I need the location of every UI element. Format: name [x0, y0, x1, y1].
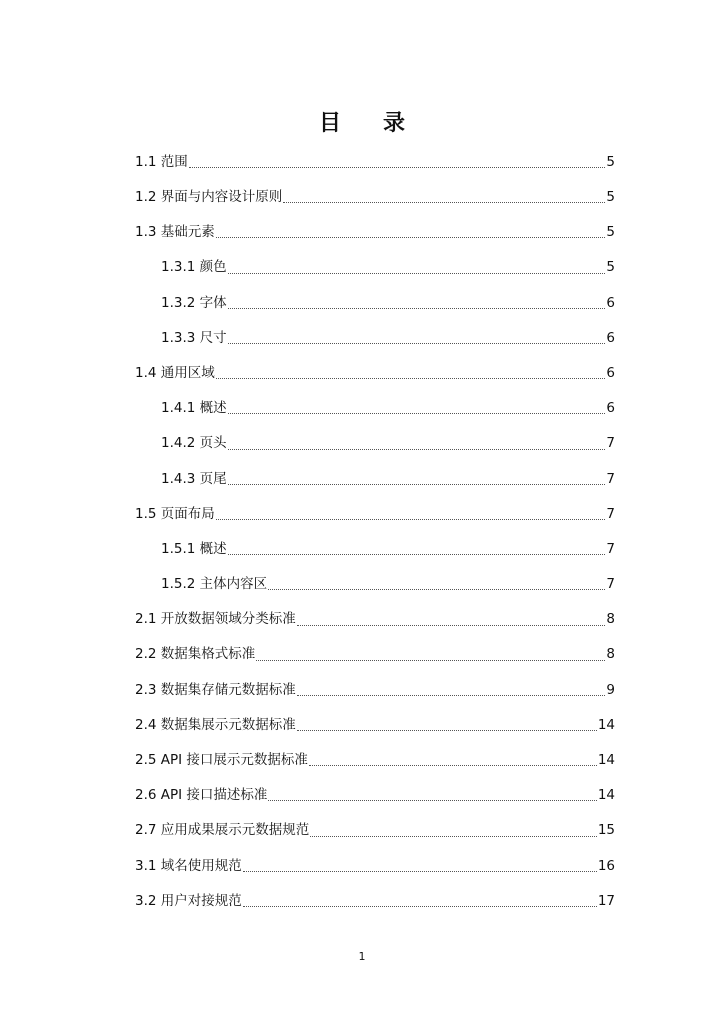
toc-entry-page-number: 14	[597, 716, 615, 733]
toc-entry-page-number: 7	[606, 540, 615, 557]
toc-dot-leader	[228, 484, 606, 485]
toc-entry-page-number: 6	[606, 294, 615, 311]
toc-entry-page-number: 9	[606, 681, 615, 698]
toc-entry-page-number: 5	[606, 153, 615, 170]
toc-entry-label: 1.5.2 主体内容区	[161, 576, 268, 593]
toc-dot-leader	[228, 273, 606, 274]
toc-entry-page-number: 7	[606, 576, 615, 593]
toc-entry-label: 2.5 API 接口展示元数据标准	[135, 752, 308, 769]
toc-dot-leader	[189, 167, 606, 168]
toc-entry-label: 2.4 数据集展示元数据标准	[135, 716, 296, 733]
toc-dot-leader	[228, 554, 606, 555]
toc-entry-page-number: 15	[597, 822, 615, 839]
toc-entry-page-number: 7	[606, 470, 615, 487]
toc-dot-leader	[297, 625, 606, 626]
toc-entry-page-number: 7	[606, 435, 615, 452]
toc-entry-label: 1.3.3 尺寸	[161, 329, 227, 346]
toc-entry-label: 1.4 通用区域	[135, 364, 215, 381]
toc-entry-label: 1.1 范围	[135, 153, 188, 170]
toc-entry[interactable]	[135, 532, 615, 567]
toc-entry-label: 1.3 基础元素	[135, 224, 215, 241]
toc-title-char-1: 目	[318, 111, 341, 136]
toc-entry-page-number: 6	[606, 329, 615, 346]
toc-dot-leader	[297, 730, 597, 731]
toc-entry[interactable]	[135, 849, 615, 884]
toc-entry-page-number: 5	[606, 224, 615, 241]
toc-entry-page-number: 5	[606, 259, 615, 276]
toc-entry-label: 3.1 域名使用规范	[135, 857, 242, 874]
page-number: 1	[358, 950, 366, 963]
toc-entry-page-number: 5	[606, 189, 615, 206]
toc-dot-leader	[268, 589, 605, 590]
toc-dot-leader	[297, 695, 606, 696]
toc-entry-page-number: 6	[606, 364, 615, 381]
toc-entry-label: 1.3.1 颜色	[161, 259, 227, 276]
toc-dot-leader	[309, 765, 597, 766]
toc-entry[interactable]	[135, 673, 615, 708]
toc-entry[interactable]	[135, 215, 615, 250]
toc-title	[0, 106, 724, 137]
toc-entry-page-number: 14	[597, 752, 615, 769]
toc-entry-label: 1.3.2 字体	[161, 294, 227, 311]
toc-entry-label: 1.2 界面与内容设计原则	[135, 189, 283, 206]
toc-dot-leader	[243, 871, 597, 872]
toc-dot-leader	[268, 800, 596, 801]
toc-entry-page-number: 8	[606, 611, 615, 628]
toc-entry[interactable]	[135, 145, 615, 180]
toc-dot-leader	[228, 308, 606, 309]
toc-entry-page-number: 7	[606, 505, 615, 522]
toc-dot-leader	[243, 906, 597, 907]
toc-entry-label: 1.4.1 概述	[161, 400, 227, 417]
toc-entry[interactable]	[135, 884, 615, 919]
toc-entry-label: 1.5.1 概述	[161, 540, 227, 557]
toc-entry-label: 1.4.2 页头	[161, 435, 227, 452]
toc-entry-page-number: 16	[597, 857, 615, 874]
toc-dot-leader	[228, 449, 606, 450]
toc-entry-label: 3.2 用户对接规范	[135, 892, 242, 909]
toc-entry[interactable]	[135, 567, 615, 602]
toc-entry-label: 1.5 页面布局	[135, 505, 215, 522]
toc-entry[interactable]	[135, 814, 615, 849]
toc-entry[interactable]	[135, 286, 615, 321]
toc-entry[interactable]	[135, 602, 615, 637]
toc-entry-page-number: 6	[606, 400, 615, 417]
toc-entry[interactable]	[135, 356, 615, 391]
toc-title-char-2: 录	[383, 111, 406, 136]
toc-entry-label: 2.2 数据集格式标准	[135, 646, 256, 663]
toc-dot-leader	[283, 202, 605, 203]
toc-entry[interactable]	[135, 321, 615, 356]
toc-entry-page-number: 17	[597, 892, 615, 909]
toc-entry[interactable]	[135, 708, 615, 743]
toc-entry[interactable]	[135, 743, 615, 778]
toc-entry-label: 1.4.3 页尾	[161, 470, 227, 487]
toc-dot-leader	[228, 413, 606, 414]
toc-dot-leader	[216, 519, 606, 520]
toc-entry[interactable]	[135, 462, 615, 497]
toc-dot-leader	[228, 343, 606, 344]
table-of-contents	[135, 145, 615, 919]
toc-entry-page-number: 8	[606, 646, 615, 663]
toc-dot-leader	[310, 836, 597, 837]
toc-entry[interactable]	[135, 638, 615, 673]
toc-entry-label: 2.7 应用成果展示元数据规范	[135, 822, 310, 839]
toc-entry[interactable]	[135, 251, 615, 286]
toc-entry-label: 2.6 API 接口描述标准	[135, 787, 268, 804]
toc-dot-leader	[216, 378, 606, 379]
toc-dot-leader	[216, 237, 606, 238]
toc-entry[interactable]	[135, 391, 615, 426]
toc-entry[interactable]	[135, 180, 615, 215]
toc-entry[interactable]	[135, 778, 615, 813]
toc-entry-label: 2.1 开放数据领域分类标准	[135, 611, 296, 628]
toc-entry-label: 2.3 数据集存储元数据标准	[135, 681, 296, 698]
toc-entry[interactable]	[135, 427, 615, 462]
toc-dot-leader	[256, 660, 605, 661]
toc-entry[interactable]	[135, 497, 615, 532]
toc-entry-page-number: 14	[597, 787, 615, 804]
